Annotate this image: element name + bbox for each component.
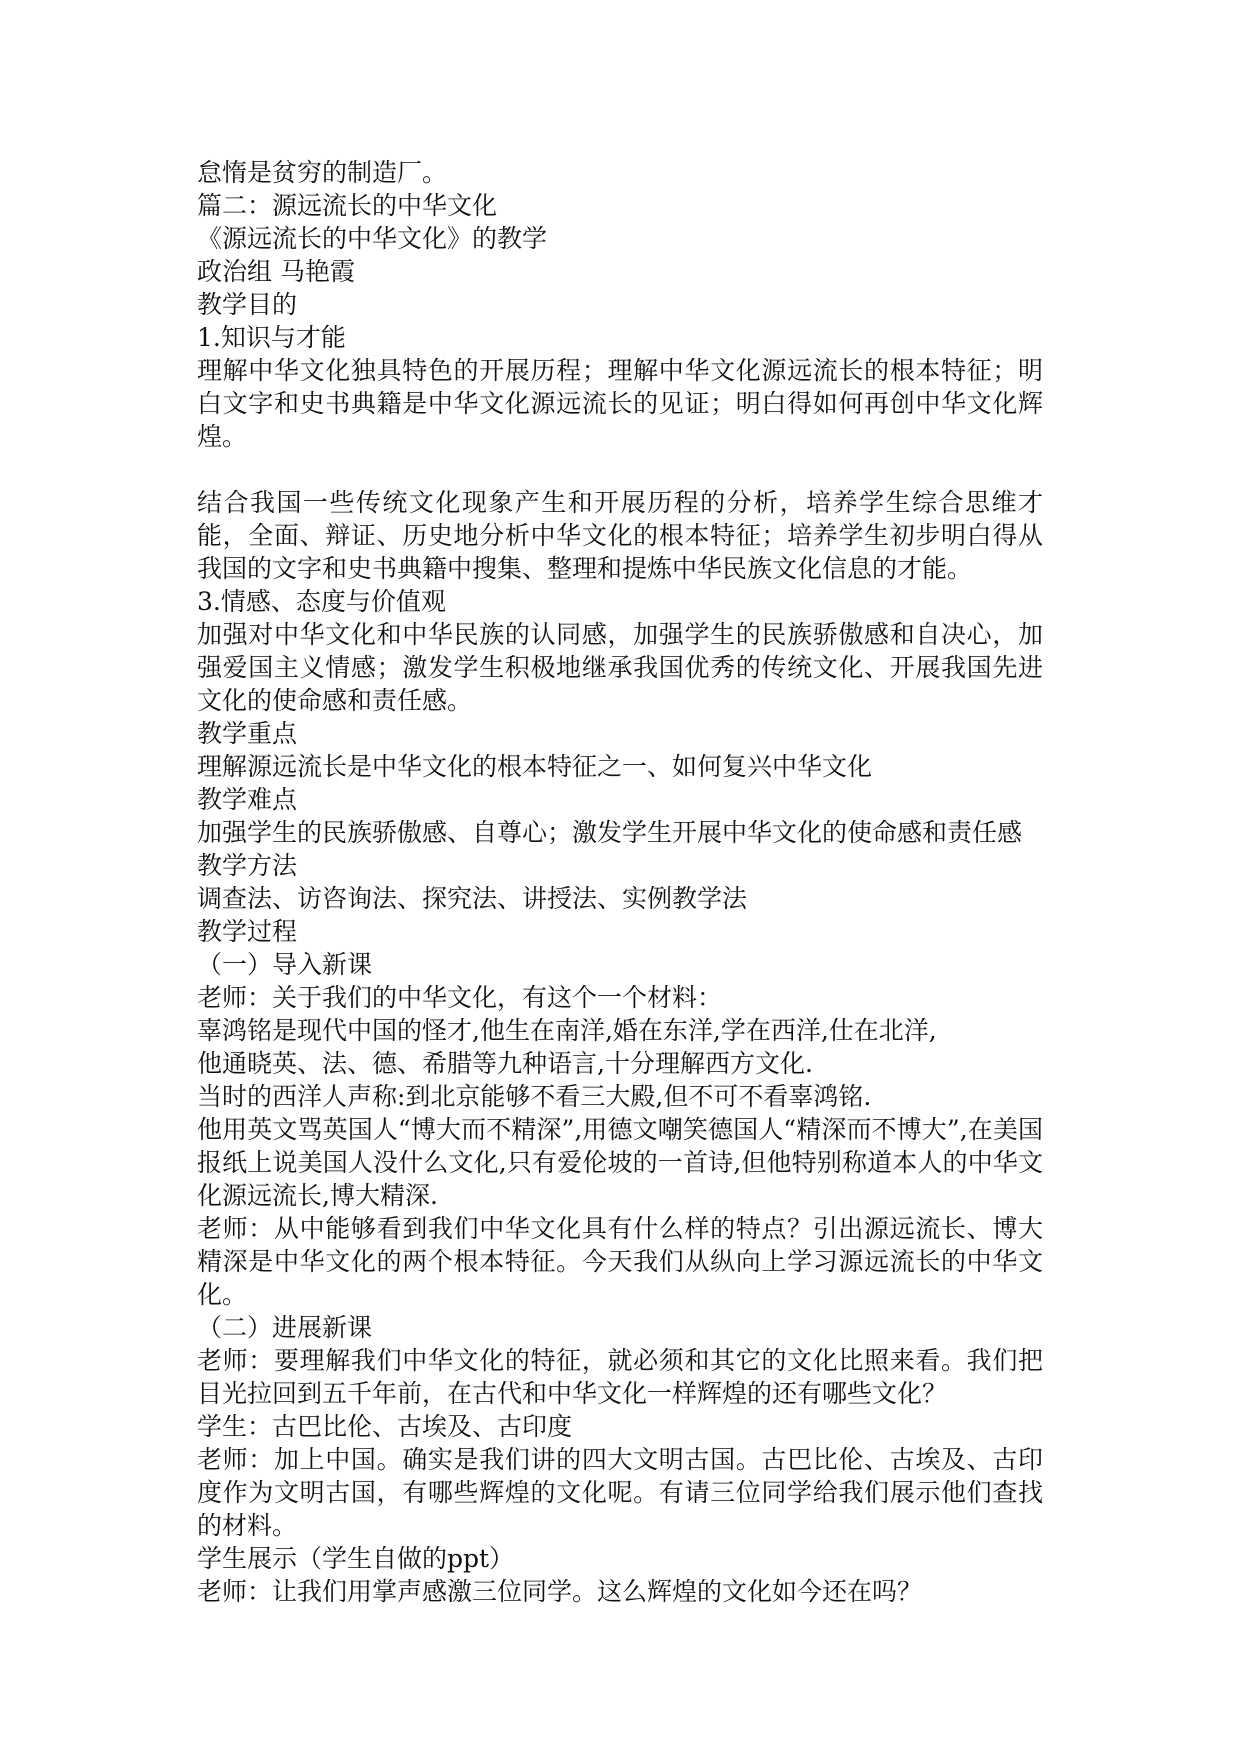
teacher-line-intro: 老师：关于我们的中华文化，有这个一个材料： [197,983,723,1012]
heading-difficulty: 教学难点 [197,785,298,814]
text-focus: 理解源远流长是中华文化的根本特征之一、如何复兴中华文化 [197,752,873,781]
heading-objectives: 教学目的 [197,290,298,319]
document-body [197,156,1043,1608]
student-line: 学生：古巴比伦、古埃及、古印度 [197,1412,573,1441]
heading-method: 教学方法 [197,851,298,880]
section-title: 篇二：源远流长的中华文化 [197,191,498,220]
author-line: 政治组 马艳霞 [197,257,355,286]
teacher-paragraph: 老师：从中能够看到我们中华文化具有什么样的特点？引出源远流长、博大精深是中华文化的两个根本特征。今天我们从纵向上学习源远流长的中华文化。 [197,1214,1043,1309]
text-difficulty: 加强学生的民族骄傲感、自尊心；激发学生开展中华文化的使命感和责任感 [197,818,1023,847]
material-paragraph: 他用英文骂英国人“博大而不精深”,用德文嘲笑德国人“精深而不博大”,在美国报纸上说美国人没什么文化,只有爱伦坡的一首诗,但他特别称道本人的中华文化源远流长,博大精深. [197,1115,1043,1210]
material-line: 辜鸿铭是现代中国的怪才,他生在南洋,婚在东洋,学在西洋,仕在北洋, [197,1016,937,1045]
paragraph-knowledge: 理解中华文化独具特色的开展历程；理解中华文化源远流长的根本特征；明白文字和史书典籍是中华文化源远流长的见证；明白得如何再创中华文化辉煌。 [197,356,1043,451]
paragraph-ability: 结合我国一些传统文化现象产生和开展历程的分析，培养学生综合思维才能，全面、辩证、历史地分析中华文化的根本特征；培养学生初步明白得从我国的文字和史书典籍中搜集、整理和提炼中华民族文化信息的才能。 [197,488,1043,583]
heading-intro: （一）导入新课 [197,950,373,979]
student-show-line: 学生展示（学生自做的ppt） [197,1544,515,1573]
text-line: 怠惰是贫穷的制造厂。 [197,158,448,187]
teacher-paragraph: 老师：加上中国。确实是我们讲的四大文明古国。古巴比伦、古埃及、古印度作为文明古国，有哪些辉煌的文化呢。有请三位同学给我们展示他们查找的材料。 [197,1445,1043,1540]
lesson-title: 《源远流长的中华文化》的教学 [197,224,548,253]
teacher-paragraph: 老师：要理解我们中华文化的特征，就必须和其它的文化比照来看。我们把目光拉回到五千年前，在古代和中华文化一样辉煌的还有哪些文化？ [197,1346,1043,1408]
teacher-line: 老师：让我们用掌声感激三位同学。这么辉煌的文化如今还在吗？ [197,1577,923,1606]
paragraph-values: 加强对中华文化和中华民族的认同感，加强学生的民族骄傲感和自决心，加强爱国主义情感；激发学生积极地继承我国优秀的传统文化、开展我国先进文化的使命感和责任感。 [197,620,1043,715]
material-line: 他通晓英、法、德、希腊等九种语言,十分理解西方文化. [197,1049,813,1078]
blank-line [197,453,1043,486]
heading-focus: 教学重点 [197,719,298,748]
heading-process: 教学过程 [197,917,298,946]
material-line: 当时的西洋人声称:到北京能够不看三大殿,但不可不看辜鸿铭. [197,1082,872,1111]
heading-values: 3.情感、态度与价值观 [197,587,446,616]
text-method: 调查法、访咨询法、探究法、讲授法、实例教学法 [197,884,748,913]
heading-new-lesson: （二）进展新课 [197,1313,373,1342]
heading-knowledge: 1.知识与才能 [197,323,346,352]
